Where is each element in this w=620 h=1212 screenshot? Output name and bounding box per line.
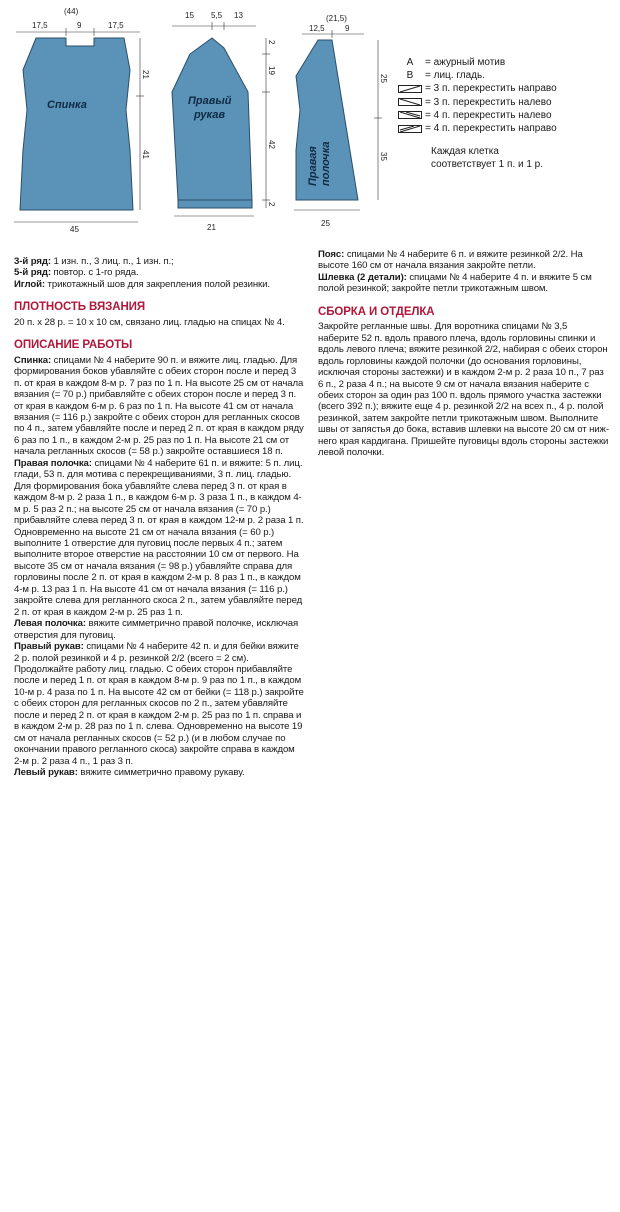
legend-row-b [398,69,613,82]
paragraph-needle [14,279,304,290]
stitch-legend [398,56,613,171]
sleeve-side-dim-4: 2 [267,202,276,207]
legend-note [398,145,613,171]
legend-note-line-2: соответствует 1 п. и 1 р. [431,159,543,171]
right-column [318,249,610,459]
row5-label: 5-й ряд: [14,267,51,279]
paragraph-row3 [14,256,304,267]
row3-label: 3-й ряд: [14,256,51,267]
legend-note-line-1: Каждая клетка [431,146,499,158]
legend-text-b: = лиц. гладь. [425,70,485,82]
back-section-label: Спинка: [14,354,52,366]
left-sleeve-label: Левый рукав: [14,767,78,779]
sleeve-side-dim-1: 2 [267,40,276,45]
density-heading: ПЛОТНОСТЬ ВЯЗАНИЯ [14,301,145,314]
left-column [14,256,304,778]
back-piece [14,7,150,234]
paragraph-loop [318,272,610,295]
right-front-label: Правая полочка: [14,457,92,469]
left-front-text: вяжите симметрично правой полочке, исключая отверстия для пуговиц. [14,618,299,641]
loop-label: Шлевка (2 детали): [318,271,407,283]
sleeve-side-dim-2: 19 [267,66,276,75]
left-front-label: Левая полочка: [14,618,86,630]
back-top-total: (44) [64,7,79,16]
front-top-dim-1: 12,5 [309,24,325,33]
legend-row-a [398,56,613,69]
front-top-dim-2: 9 [345,24,350,33]
back-top-dim-2: 9 [77,21,82,30]
paragraph-back [14,355,304,458]
front-top-total: (21,5) [326,14,347,23]
sleeve-bottom-dim: 21 [207,223,216,232]
paragraph-right-front [14,458,304,481]
sleeve-top-dim-1: 15 [185,11,194,20]
cross-right-icon [398,85,422,93]
legend-text-cross3-right: = 3 п. перекрестить направо [425,83,557,95]
assembly-heading: СБОРКА И ОТДЕЛКА [318,305,435,318]
paragraph-left-front [14,618,304,641]
right-front-text: спицами № 4 наберите 61 п. и вяжите: 5 п. лиц. глади, 53 п. для мотива с перекрещиваниями, 3 п. лиц. гладью. [14,457,303,481]
cross-left-icon [398,111,422,119]
sleeve-top-dim-3: 13 [234,11,243,20]
belt-text: спицами № 4 наберите 6 п. и вяжите резинкой 2/2. На высоте 160 см от начала вязания закройте петли. [318,249,583,272]
work-heading: ОПИСАНИЕ РАБОТЫ [14,339,133,352]
back-side-dim-1: 21 [141,70,150,79]
back-section-text: спицами № 4 наберите 90 п. и вяжите лиц. гладью. Для формирования боков убавляйте с обеих сторон после и перед 3 п. от края в каждом 8-м р. 7 раз по 1 п. На высоте 25 см от начала вязания (= 70 р.) прибавляйте с обеих сторон после и перед 3 п. от края в каждом 6-м р. 6 раз по 1 п. На высоте 41 см от начала вязания (= 116 р.) закройте с обеих сторон для регланных скосов по 4 п., затем убавляйте после и перед 2 п. от края в каждом ряду 6 раз по 1 п., в каждом 2-м р. 25 раз по 1 п. На высоте 21 см от начала регланных скосов (= 58 р.) закройте оставшиеся 18 п. [14,354,304,458]
legend-symbol-a: A [406,57,414,68]
belt-label: Пояс: [318,249,345,260]
density-text: 20 п. х 28 р. = 10 х 10 см, связано лиц. гладью на спицах № 4. [14,316,285,328]
legend-text-cross4-left: = 4 п. перекрестить налево [425,109,552,121]
needle-label: Иглой: [14,278,45,290]
legend-text-cross3-left: = 3 п. перекрестить налево [425,96,552,108]
front-side-dim-2: 35 [379,152,388,161]
paragraph-belt [318,249,610,272]
back-bottom-dim: 45 [70,225,79,234]
front-side-dim-1: 25 [379,74,388,83]
front-label-2: полочка [320,141,332,186]
sleeve-label-1: Правый [188,95,232,107]
legend-row-cross4-left [398,109,613,122]
back-top-dim-3: 17,5 [108,21,124,30]
sleeve-cuff [178,200,252,208]
row3-text: 1 изн. п., 3 лиц. п., 1 изн. п.; [50,256,174,267]
cross-left-icon [398,98,422,106]
front-bottom-dim: 25 [321,219,330,228]
loop-text: спицами № 4 наберите 4 п. и вяжите 5 см полой резинкой; закройте петли трикотажным швом. [318,271,592,295]
paragraph-left-sleeve [14,767,304,778]
back-shape [20,38,133,210]
paragraph-row5 [14,267,304,278]
sleeve-top-dim-2: 5,5 [211,11,223,20]
back-top-dim-1: 17,5 [32,21,48,30]
legend-row-cross4-right [398,122,613,135]
paragraph-right-sleeve [14,641,304,767]
sleeve-label-2: рукав [194,109,226,121]
legend-symbol-b: B [406,70,414,82]
sleeve-piece [172,11,276,232]
back-label: Спинка [47,99,87,111]
assembly-text: Закройте регланные швы. Для воротника спицами № 3,5 наберите 52 п. вдоль правого плеча, вдоль горловины спинки и вдоль левого плеча; вяжите резинкой 2/2, набирая с обеих сторон вдоль горловины каждой полочки (до основания горловины, исключая стороны застежки) и в каждом 2-м р. 2 раза 10 п., 7 раз 6 п., 2 раза 4 п.; на высоте 9 см от начала вязания наберите с обеих сторон за один раз 100 п. вдоль прямого участка застежки (всего 392 п.); вяжите еще 4 р. резинкой 2/2 на всех п., 4 р. полой резинкой, затем закройте петли трикотажным швом. Выполните швы от запястья до бока, вставив шлевки на высоте 20 см от нижнего края кардигана. Пришейте пуговицы вдоль стороны застежки левой полочки. [318,321,610,459]
back-side-dim-2: 41 [141,150,150,159]
row5-text: повтор. с 1-го ряда. [50,267,139,279]
sleeve-side-dim-3: 42 [267,140,276,149]
front-label-1: Правая [307,146,319,186]
front-piece [294,14,388,228]
legend-row-cross3-left [398,96,613,109]
cross-right-icon [398,125,422,133]
right-front-text-2: Для формирования бока убавляйте слева перед 3 п. от края в каждом 8-м р. 2 раза 1 п., в каждом 6-м р. 3 раза 1 п., в каждом 4-м р. 5 раз 2 п.; на высоте 25 см от начала вязания (= 70 р.) прибавляйте слева перед 3 п. от края в каждом 12-м р. 2 раза 1 п. Одновременно на высоте 21 см от начала вязания (= 60 р.) выполните 1 отверстие для пуговиц после первых 4 п.; затем выполните второе отверстие на расстоянии 10 см от первого. На высоте 35 см от начала вязания (= 98 р.) убавляйте справа для горловины после 2 п. от края в каждом 2-м р. 8 раз 1 п., в каждом 4-м р. 13 раз 1 п. На высоте 41 см от начала вязания (= 116 р.) закройте слева для регланного скоса 2 п., затем убавляйте перед 2 п. от края в каждом 2-м р. 25 раз 1 п. [14,480,304,618]
legend-row-cross3-right [398,82,613,95]
right-sleeve-label: Правый рукав: [14,641,84,653]
legend-text-a: = ажурный мотив [425,57,506,68]
legend-text-cross4-right: = 4 п. перекрестить направо [425,123,557,135]
right-sleeve-text: спицами № 4 наберите 42 п. и для бейки вяжите 2 р. полой резинкой и 4 р. резинкой 2/2 (всего = 2 см). Продолжайте работу лиц. гладью. С обеих сторон прибавляйте после и перед 1 п. от края в каждом 8-м р. 9 раз по 1 п., в каждом 10-м р. 4 раза по 1 п. На высоте 42 см от бейки (= 118 р.) закройте с обеих сторон для регланных скосов по 2 п., затем убавляйте после и перед 2 п. от края в каждом 2-м р. 25 раз по 1 п. справа и в каждом 2-м р. 28 раз по 1 п. слева. Одновременно на высоте 19 см от начала регланных скосов (= 52 р.) (и в любом случае по окончании правого регланного скоса) закройте справа в каждом 2-м р. 2 раза 4 п., 1 раз 3 п. [14,641,304,767]
needle-text: трикотажный шов для закрепления полой резинки. [44,278,270,290]
left-sleeve-text: вяжите симметрично правому рукаву. [77,767,245,779]
